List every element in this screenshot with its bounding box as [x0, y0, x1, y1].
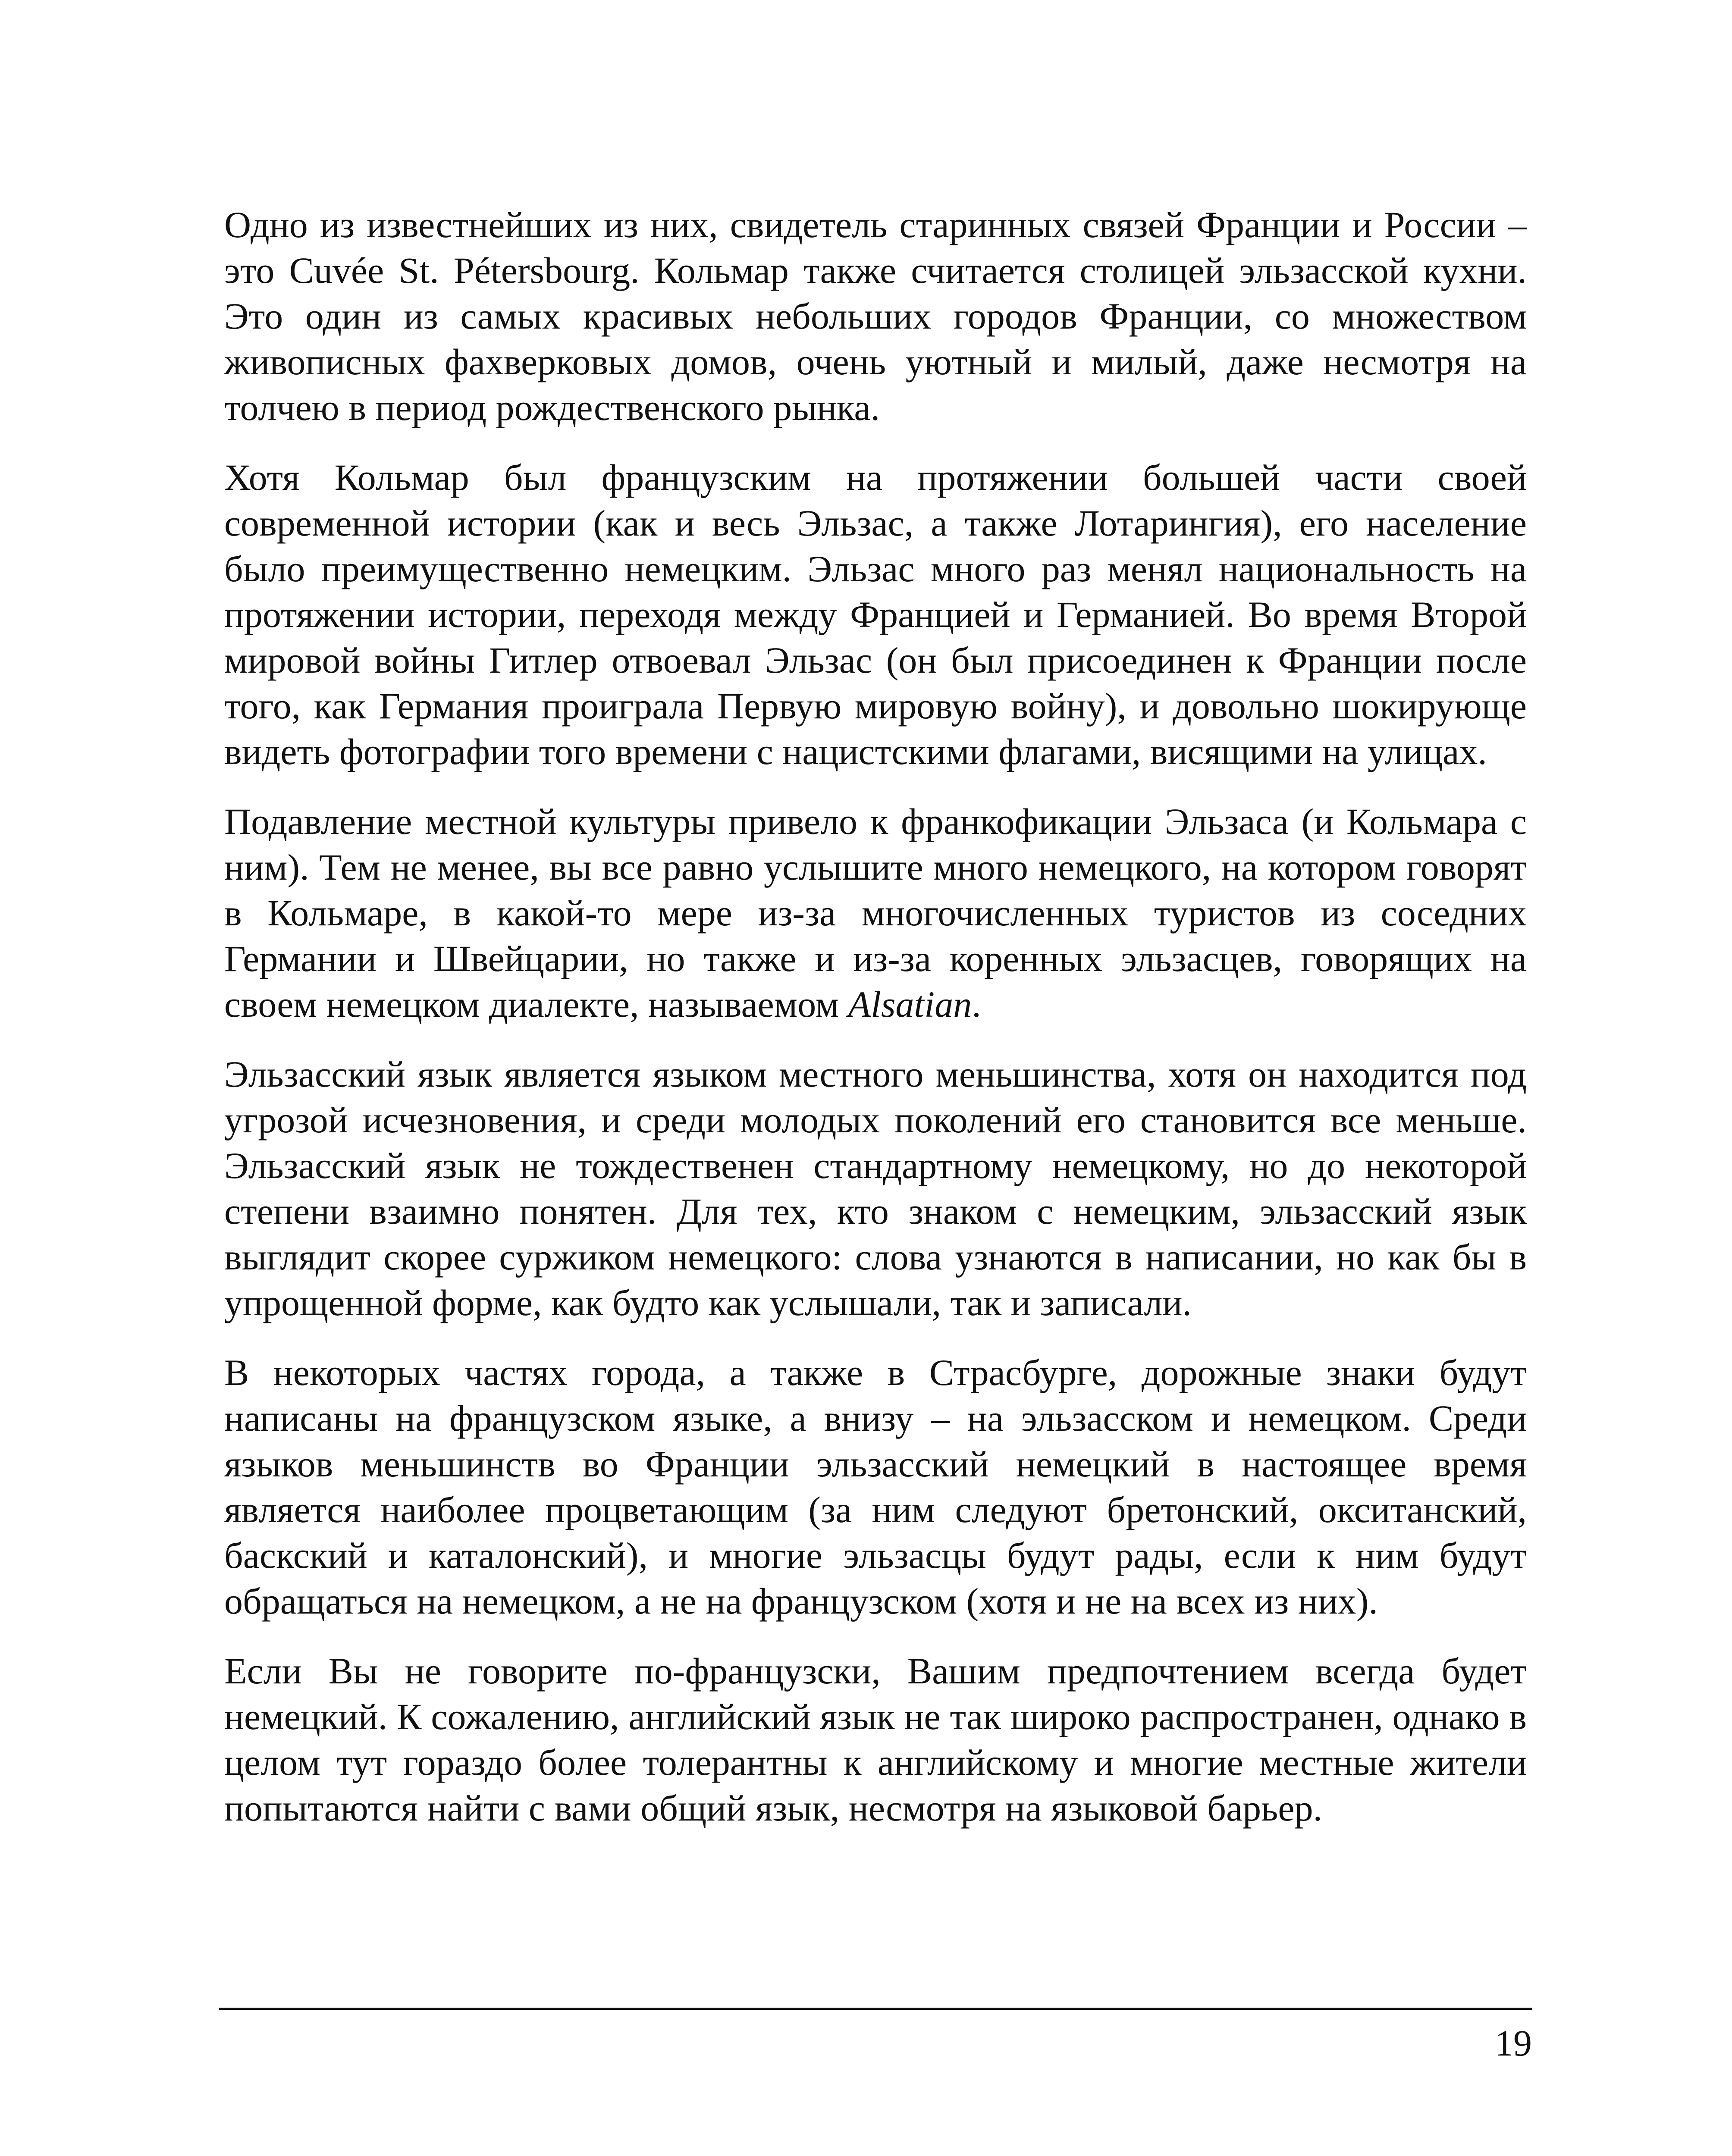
page-number: 19 [1495, 2022, 1532, 2064]
italic-term: Alsatian [848, 984, 972, 1025]
paragraph-3 [224, 799, 1527, 1027]
paragraph-2: Хотя Кольмар был французским на протяжении большей части своей современной истории (как и весь Эльзас, а также Лотарингия), его население было преимущественно немецким. Эльзас много раз менял национальность на протяжении истории, переходя между Францией и Германией. Во время Второй мировой войны Гитлер отвоевал Эльзас (он был присоединен к Франции после того, как Германия проиграла Первую мировую войну), и довольно шокирующе видеть фотографии того времени с нацистскими флагами, висящими на улицах. [224, 457, 1527, 772]
paragraph-5: В некоторых частях города, а также в Страсбурге, дорожные знаки будут написаны на французском языке, а внизу – на эльзасском и немецком. Среди языков меньшинств во Франции эльзасский немецкий в настоящее время является наиболее процветающим (за ним следуют бретонский, окситанский, баскский и каталонский), и многие эльзасцы будут рады, если к ним будут обращаться на немецком, а не на французском (хотя и не на всех из них). [224, 1352, 1527, 1622]
paragraph-6: Если Вы не говорите по-французски, Вашим предпочтением всегда будет немецкий. К сожалению, английский язык не так широко распространен, однако в целом тут гораздо более толерантны к английскому и многие местные жители попытаются найти с вами общий язык, несмотря на языковой барьер. [224, 1650, 1527, 1829]
paragraph-1: Одно из известнейших из них, свидетель старинных связей Франции и России – это Cuvée St. Pétersbourg. Кольмар также считается столицей эльзасской кухни. Это один из самых красивых небольших городов Франции, со множеством живописных фахверковых домов, очень уютный и милый, даже несмотря на толчею в период рождественского рынка. [224, 204, 1527, 428]
paragraph-3-end: . [972, 984, 981, 1025]
paragraph-3-text: Подавление местной культуры привело к франкофикации Эльзаса (и Кольмара с ним). Тем не менее, вы все равно услышите много немецкого, на котором говорят в Кольмаре, в какой-то мере из-за многочисленных туристов из соседних Германии и Швейцарии, но также и из-за коренных эльзасцев, говорящих на своем немецком диалекте, называемом [224, 801, 1527, 1025]
paragraph-4: Эльзасский язык является языком местного меньшинства, хотя он находится под угрозой исчезновения, и среди молодых поколений его становится все меньше. Эльзасский язык не тождественен стандартному немецкому, но до некоторой степени взаимно понятен. Для тех, кто знаком с немецким, эльзасский язык выглядит скорее суржиком немецкого: слова узнаются в написании, но как бы в упрощенной форме, как будто как услышали, так и записали. [224, 1053, 1527, 1323]
body-text [224, 202, 1527, 1855]
footer-divider [219, 2008, 1532, 2010]
